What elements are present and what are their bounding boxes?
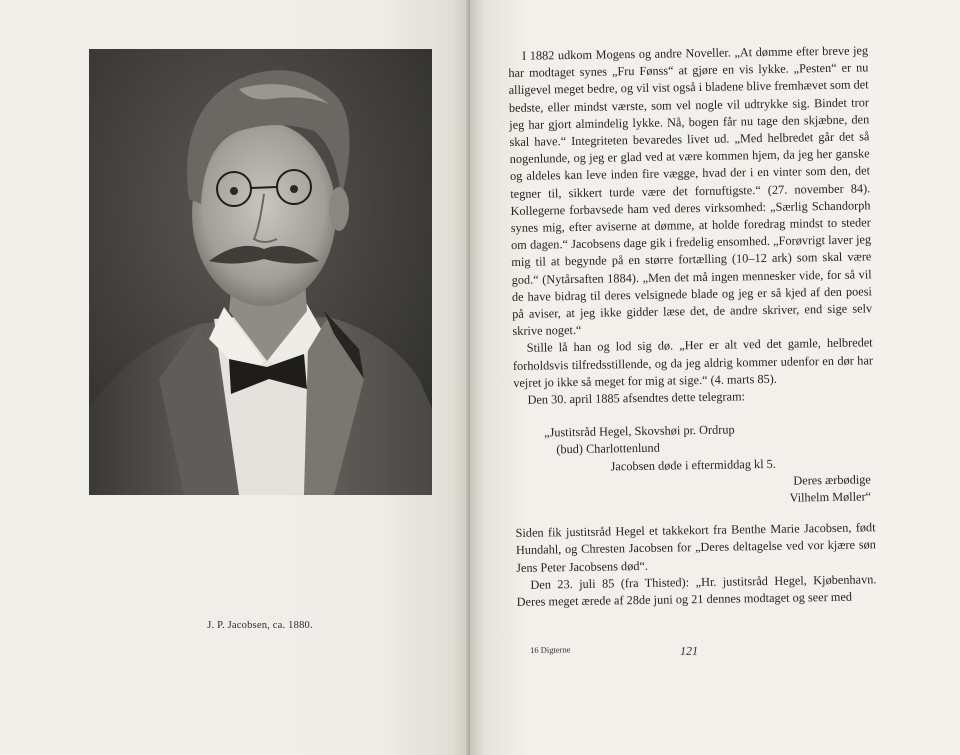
telegram-line-5: Vilhelm Møller“ xyxy=(789,489,872,505)
paragraph-3: Den 30. april 1885 afsendtes dette telegram: xyxy=(527,389,746,407)
paragraph-2: Stille lå han og lod sig dø. „Her er alt ved det gamle, helbredet forholdsvis tilfredsstillende, og da jeg aldrig kommer udenfor en dør har vejret jo ikke så meget for mig at sige.“ (4. marts 85). xyxy=(512,335,874,390)
left-page xyxy=(0,0,470,755)
signature-mark: 16 Digterne xyxy=(530,644,571,655)
telegram-line-4: Deres ærbødige xyxy=(793,472,871,488)
portrait-photo xyxy=(89,49,432,495)
telegram-line-1: „Justitsråd Hegel, Skovshøi pr. Ordrup xyxy=(543,422,735,440)
page-number: 121 xyxy=(680,643,699,658)
page-text xyxy=(508,42,877,611)
paragraph-1: I 1882 udkom Mogens og andre Noveller. „At dømme efter breve jeg har modtaget synes „Fru Fønss“ at gjøre en vis lykke. „Pesten“ er nu alligevel meget bedre, og vil vist også i bladene blive fremhævet som det bedste, eller mindst værste, som vel nogle vil udtrykke sig. Bindet tror jeg har gjort almindelig lykke. Nå, bogen får nu tage den skjæbne, den skal have.“ Integriteten bevaredes livet ud. „Med helbredet går det så nogenlunde, og jeg er glad ved at være kommen hjem, da jeg her ganske og aldeles kan leve inden fire vægge, hvad der i en vinter som den, det tegner til, sikkert turde være det fornuftigste.“ (27. november 84). Kollegerne forbavsede ham ved deres virksomhed: „Særlig Schandorph synes mig, efter aviserne at dømme, at holde foredrag mindst to steder om dagen.“ Jacobsens dage gik i fredelig ensomhed. „Forøvrigt laver jeg mig til at begynde på en større fortælling (10–12 ark) som skal være god.“ (Nytårsaften 1884). „Men det må ingen mennesker vide, for så vil de have bidrag til deres velsignede blade og jeg er så kjed af den poesi på aviser, at jeg ikke gidder læse det, de andre skriver, end sige selv skrive noget.“ xyxy=(508,43,873,339)
telegram-line-3: Jacobsen døde i eftermiddag kl 5. xyxy=(610,456,776,474)
photo-caption: J. P. Jacobsen, ca. 1880. xyxy=(207,620,313,631)
portrait-image xyxy=(89,49,432,495)
telegram-line-2: (bud) Charlottenlund xyxy=(556,441,660,457)
telegram-block xyxy=(514,420,875,512)
paragraph-5: Den 23. juli 85 (fra Thisted): „Hr. justitsråd Hegel, Kjøbenhavn. Deres meget ærede af 28de juni og 21 dennes modtaget og seer med xyxy=(516,572,877,610)
paragraph-4: Siden fik justitsråd Hegel et takkekort fra Benthe Marie Jacobsen, født Hundahl, og Chresten Jacobsen for „Deres deltagelse ved vor kjære søn Jens Peter Jacobsens død“. xyxy=(515,520,876,575)
